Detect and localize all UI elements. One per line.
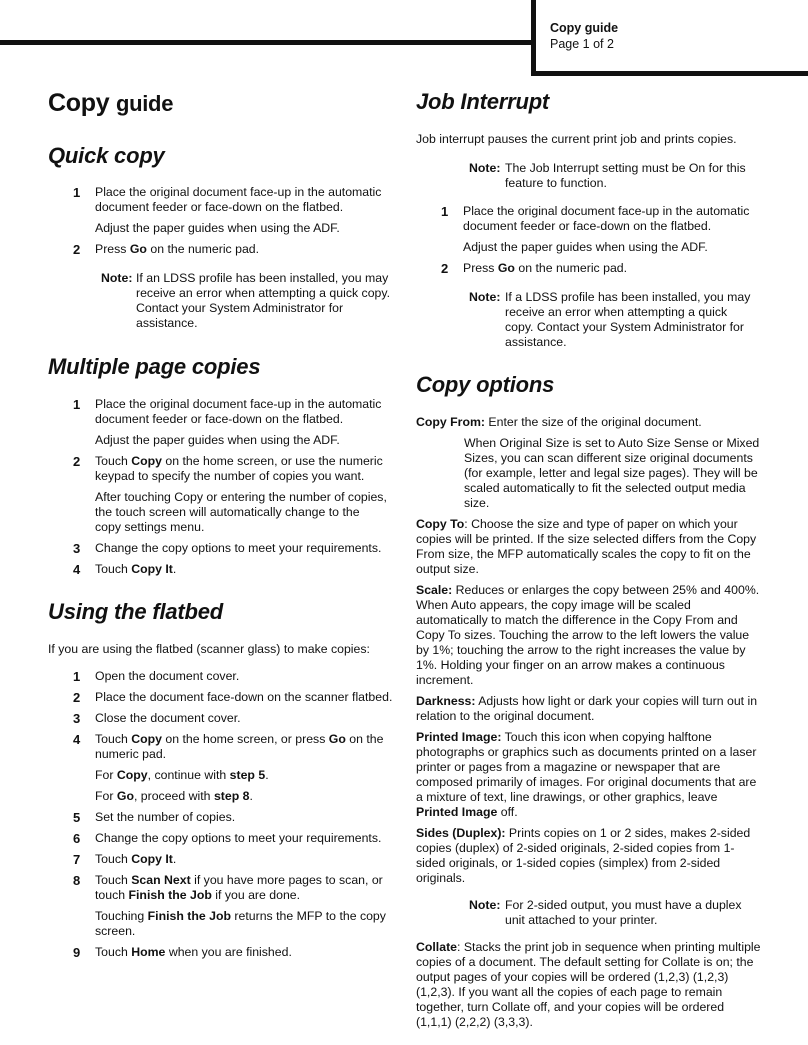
option-scale: Scale: Reduces or enlarges the copy between 25% and 400%. When Auto appears, the copy image will be scaled automatically to match the difference in the Copy From and Copy To sizes. Touching the arrow to the left lowers the value by 1%; touching the arrow to the right increases the value by 1%. Holding your finger on an arrow makes a continuous increment. [416,583,760,687]
step-text: Touch Home when you are finished. [95,945,292,959]
step-subtext: Adjust the paper guides when using the ADF. [95,433,340,447]
step-number: 8 [73,873,81,888]
step-number: 2 [73,690,81,705]
title-guide: guide [115,91,174,116]
step-number: 9 [73,945,81,960]
step-text: Touch Copy It. [95,852,177,866]
list-item [48,810,393,825]
step-text: Touch Scan Next if you have more pages to scan, or touch Finish the Job if you are done. [95,873,383,902]
list-item [48,562,388,577]
step-text: Place the document face-down on the scanner flatbed. [95,690,393,704]
note-text: For 2-sided output, you must have a duplex unit attached to your printer. [505,898,742,927]
flatbed-steps [48,669,393,966]
step-subtext: Touching Finish the Job returns the MFP to the copy screen. [95,909,386,938]
note-text: The Job Interrupt setting must be On for this feature to function. [505,161,746,190]
job-interrupt-intro: Job interrupt pauses the current print job and prints copies. [416,132,737,146]
step-number: 2 [73,454,81,469]
step-number: 2 [441,261,449,276]
step-number: 5 [73,810,81,825]
step-text: Touch Copy on the home screen, or use the numeric keypad to specify the number of copies you want. [95,454,383,483]
list-item [48,454,388,535]
heading-multiple-page-copies: Multiple page copies [48,354,261,379]
step-number: 1 [441,204,449,219]
note-text: If a LDSS profile has been installed, you may receive an error when attempting a quick copy. Contact your System Administrator for assistance. [505,290,751,349]
list-item [416,204,761,255]
header-box-left-rule [531,0,536,76]
step-number: 3 [73,711,81,726]
quick-copy-note [101,271,391,331]
step-number: 3 [73,541,81,556]
option-copy-from-detail: When Original Size is set to Auto Size Sense or Mixed Sizes, you can scan different size original documents (for example, letter and legal size pages). They will be scaled automatically to fit the selected output media size. [464,436,760,510]
header-page-number: Page 1 of 2 [550,37,614,51]
duplex-note [469,898,759,928]
document-title [48,89,173,118]
option-copy-to: Copy To: Choose the size and type of paper on which your copies will be printed. If the size selected differs from the Copy From size, the MFP automatically scales the copy to fit on the output size. [416,517,757,576]
header-box-bottom-rule [531,71,808,76]
step-text: Close the document cover. [95,711,241,725]
step-text: Touch Copy It. [95,562,177,576]
option-copy-from: Copy From: Enter the size of the original document. [416,415,702,429]
heading-copy-options: Copy options [416,372,555,397]
note-label: Note: [101,271,133,285]
step-text: Touch Copy on the home screen, or press Go on the numeric pad. [95,732,384,761]
list-item [48,945,393,960]
list-item [48,711,393,726]
flatbed-intro: If you are using the flatbed (scanner glass) to make copies: [48,642,370,656]
list-item [48,242,388,257]
job-interrupt-steps [416,204,761,282]
option-printed-image: Printed Image: Touch this icon when copying halftone photographs or graphics such as documents printed on a laser printer or pages from a magazine or newspaper that are composed primarily of images. For original documents that are a mixture of text, line drawings, or other graphics, leave Printed Image off. [416,730,757,819]
step-subtext: After touching Copy or entering the number of copies, the touch screen will automatically change to the copy settings menu. [95,490,387,534]
note-label: Note: [469,290,501,304]
header-title: Copy guide [550,21,619,35]
step-number: 1 [73,185,81,200]
step-subtext: Adjust the paper guides when using the ADF. [463,240,708,254]
option-sides-duplex: Sides (Duplex): Prints copies on 1 or 2 sides, makes 2-sided copies (duplex) of 2-sided originals, 2-sided copies from 1-sided originals, or 1-sided copies (simplex) from 2-sided originals. [416,826,751,885]
header-rule [0,40,534,45]
step-text: Place the original document face-up in the automatic document feeder or face-down on the flatbed. [95,397,382,426]
list-item [48,690,393,705]
step-text: Open the document cover. [95,669,240,683]
heading-quick-copy: Quick copy [48,143,165,168]
step-subtext: Adjust the paper guides when using the ADF. [95,221,340,235]
list-item [416,261,761,276]
option-darkness: Darkness: Adjusts how light or dark your copies will turn out in relation to the original document. [416,694,758,723]
job-interrupt-note [469,161,769,191]
list-item [48,873,393,939]
step-number: 6 [73,831,81,846]
multiple-copies-steps [48,397,388,583]
list-item [48,732,393,804]
step-text: Press Go on the numeric pad. [95,242,260,256]
list-item [48,541,388,556]
note-label: Note: [469,161,501,175]
title-copy: Copy [48,89,110,117]
quick-copy-steps [48,185,388,263]
job-interrupt-note-2 [469,290,759,350]
list-item [48,397,388,448]
running-header [550,20,618,52]
step-number: 1 [73,669,81,684]
step-subtext: For Go, proceed with step 8. [95,789,253,803]
list-item [48,852,393,867]
note-label: Note: [469,898,501,912]
list-item [48,669,393,684]
list-item [48,185,388,236]
option-collate: Collate: Stacks the print job in sequence when printing multiple copies of a document. The default setting for Collate is on; the output pages of your copies will be ordered (1,2,3) (1,2,3) (1,2,3). If you want all the copies of each page to remain together, turn Collate off, and your copies will be ordered (1,1,1) (2,2,2) (3,3,3). [416,940,761,1029]
step-text: Set the number of copies. [95,810,236,824]
step-number: 7 [73,852,81,867]
step-text: Change the copy options to meet your requirements. [95,831,382,845]
step-text: Change the copy options to meet your requirements. [95,541,382,555]
list-item [48,831,393,846]
step-number: 2 [73,242,81,257]
step-number: 1 [73,397,81,412]
step-subtext: For Copy, continue with step 5. [95,768,269,782]
step-number: 4 [73,732,81,747]
step-number: 4 [73,562,81,577]
heading-using-the-flatbed: Using the flatbed [48,599,224,624]
heading-job-interrupt: Job Interrupt [416,89,550,114]
note-text: If an LDSS profile has been installed, you may receive an error when attempting a quick copy. Contact your System Administrator for assistance. [136,271,391,330]
step-text: Place the original document face-up in the automatic document feeder or face-down on the flatbed. [463,204,750,233]
step-text: Press Go on the numeric pad. [463,261,628,275]
copy-options-body [416,415,761,1030]
step-text: Place the original document face-up in the automatic document feeder or face-down on the flatbed. [95,185,382,214]
